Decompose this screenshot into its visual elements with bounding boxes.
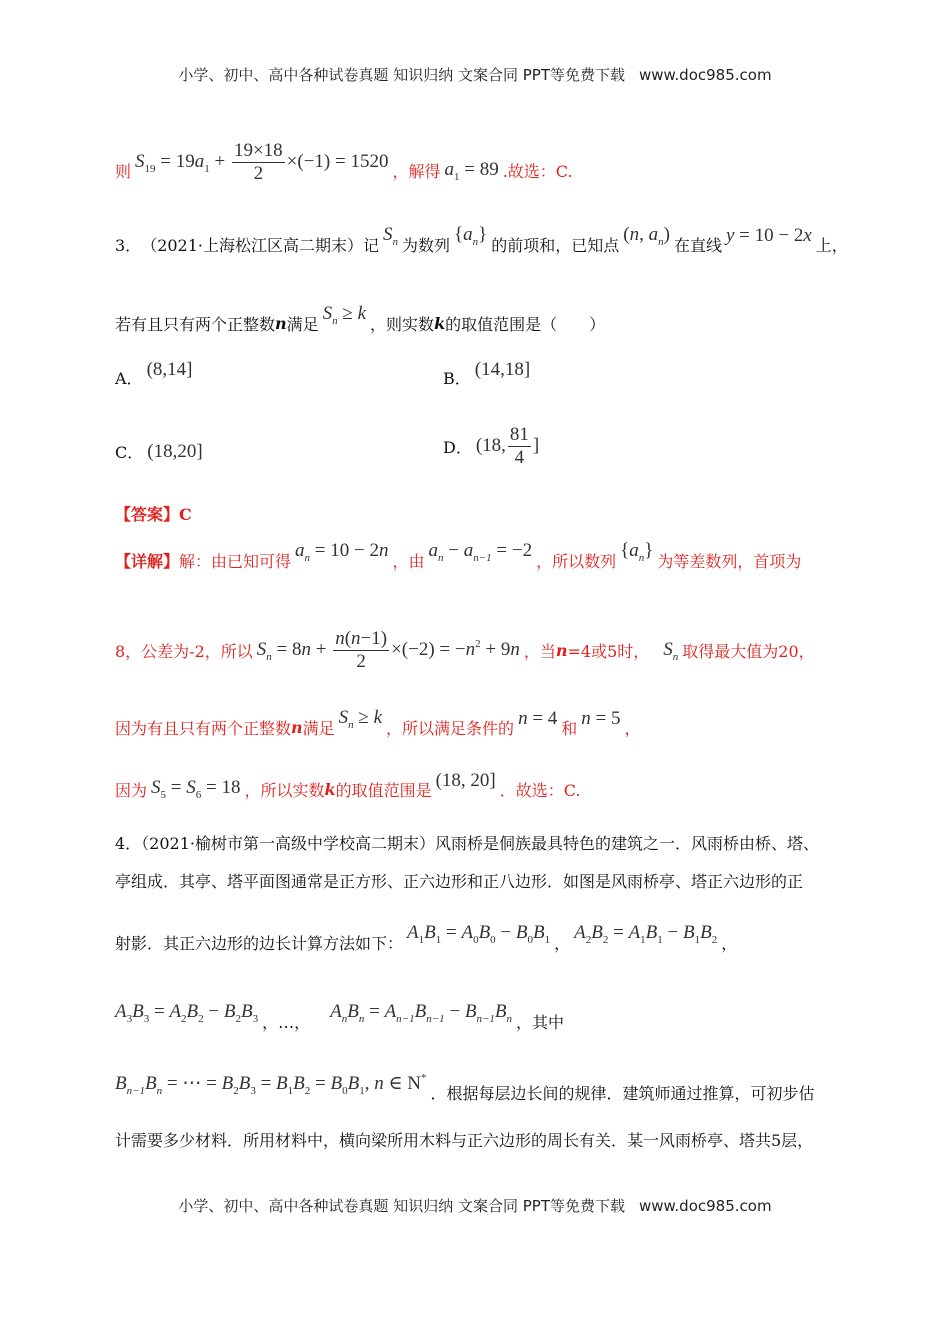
detail-line-2 [115, 628, 815, 673]
q3-t3: 在直线 [673, 235, 722, 255]
formula-a1: $a_1 = 89$ [444, 158, 499, 183]
formula-n4: n = 4 [518, 708, 558, 729]
footer-text: 小学、初中、高中各种试卷真题 知识归纳 文案合同 PPT等免费下载 [178, 1197, 625, 1215]
formula-a1b1: $A_1B_1 = A_0B_0 - B_0B_1$ [407, 922, 551, 946]
formula-an-set: $\{a_n\}$ [454, 224, 488, 248]
q3-l2a: 若有且只有两个正整数 [115, 314, 276, 334]
q3-l2k: k [434, 313, 446, 333]
q3-line-2 [115, 303, 606, 335]
detail-a4: 为等差数列，首项为 [657, 551, 802, 571]
detail-d1: 因为 [115, 780, 148, 800]
q3-t1: 为数列 [402, 235, 451, 255]
q4-line-1: 4．（2021·榆树市第一高级中学校高二期末）风雨桥是侗族最具特色的建筑之一．风雨桥由桥、塔、 [115, 834, 819, 853]
option-b-value: (14,18] [474, 358, 531, 380]
detail-d5: ．故选：C. [499, 780, 581, 800]
q4-l3c: ， [721, 933, 738, 953]
q3-t2: 的前项和，已知点 [491, 235, 620, 255]
q4-line-5 [115, 1072, 815, 1105]
option-d-label: D． [443, 438, 472, 457]
q4-line-3 [115, 922, 738, 954]
formula-bn-chain: $B_{n-1}B_n$ = ⋯ = $B_2B_3 = B_1B_2 = B_0B_1$, n ∈ N* [115, 1072, 427, 1097]
text-jiede: ，解得 [392, 162, 441, 181]
q3-t4: 上， [815, 235, 848, 255]
detail-line-4 [115, 770, 581, 801]
formula-line: y = 10 − 2x [725, 225, 812, 246]
q4-l4b: …， [278, 1012, 311, 1032]
formula-anbn: $A_nB_n = A_{n-1}B_{n-1} - B_{n-1}B_n$ [330, 1001, 513, 1025]
header-url: www.doc985.com [638, 66, 772, 84]
header-text: 小学、初中、高中各种试卷真题 知识归纳 文案合同 PPT等免费下载 [178, 66, 625, 84]
detail-c3: 满足 [302, 718, 335, 738]
detail-label: 【详解】 [115, 551, 180, 571]
q3-l2d: 的取值范围是（ ） [445, 314, 606, 334]
formula-sn-expand: $S_n = 8n$ + $\frac{n(n-1)}{2}$ $\times(-2) = -n^2 + 9n$ [256, 628, 520, 672]
formula-point: (n, $a_n$) [623, 224, 670, 248]
option-a-label: A． [115, 369, 143, 388]
q4-line-2: 亭组成．其亭、塔平面图通常是正方形、正六边形和正八边形．如图是风雨桥亭、塔正六边形的正 [115, 872, 804, 891]
detail-c2: n [291, 717, 303, 737]
detail-a1: 解：由已知可得 [179, 551, 292, 571]
detail-d3: k [324, 779, 336, 799]
q3-number: 3． [115, 235, 142, 255]
option-b-label: B． [443, 369, 471, 388]
q3-l2c: ，则实数 [370, 314, 435, 334]
formula-n5: n = 5 [581, 708, 621, 729]
q3-source: （2021·上海松江区高二期末）记 [141, 235, 379, 255]
formula-s5s6: $S_5 = S_6 = 18$ [151, 777, 241, 801]
option-a[interactable] [115, 358, 196, 389]
detail-line-3 [115, 707, 641, 739]
q4-line-4 [115, 1001, 565, 1033]
formula-a3b3: $A_3B_3 = A_2B_2 - B_2B_3$ [115, 1001, 259, 1025]
detail-d4: 的取值范围是 [335, 780, 432, 800]
q4-l4a: ， [262, 1012, 279, 1032]
formula-sn: $S_n$ [383, 224, 398, 248]
footer-url: www.doc985.com [638, 1197, 772, 1215]
page-header [0, 64, 950, 85]
detail-c4: ，所以满足条件的 [386, 718, 515, 738]
q4-l4c: ，其中 [516, 1012, 565, 1032]
detail-d2: ，所以实数 [244, 780, 325, 800]
option-c-value: (18,20] [147, 440, 203, 462]
detail-b3: n [555, 641, 568, 660]
formula-range: (18, 20] [435, 770, 496, 791]
q3-l2b: 满足 [286, 314, 319, 334]
text-ze: 则 [115, 162, 132, 181]
detail-line-1 [115, 540, 802, 572]
formula-sn-ge-k-2: $S_n \ge k$ [338, 707, 383, 731]
detail-a2: ，由 [392, 551, 425, 571]
q4-l5: ．根据每层边长间的规律．建筑师通过推算，可初步估 [430, 1084, 815, 1103]
detail-b4: =4或5时， [567, 642, 650, 661]
q3-l2n: n [275, 313, 287, 333]
formula-a2b2: $A_2B_2 = A_1B_1 - B_1B_2$ [574, 922, 718, 946]
formula-s19: $S_{19} = 19a_1$ + $\frac{19\times 18}{2}$ ×(−1) = 1520 [135, 140, 389, 184]
option-d[interactable] [443, 424, 543, 469]
answer: 【答案】C [115, 505, 192, 524]
detail-b5: 取得最大值为20， [682, 642, 815, 661]
q3-line-1 [115, 224, 848, 256]
formula-an: $a_n = 10 - 2n$ [295, 540, 389, 564]
formula-diff: $a_n - a_{n-1} = -2$ [428, 540, 533, 564]
formula-sn-ge-k: $S_n \ge k$ [322, 303, 367, 327]
text-guxuan: .故选：C. [502, 162, 573, 181]
page-footer [0, 1195, 950, 1216]
q4-line-6: 计需要多少材料．所用材料中，横向梁所用木料与正六边形的周长有关．某一风雨桥亭、塔共5层， [115, 1131, 814, 1150]
detail-b2: ，当 [523, 642, 556, 661]
solution-line-1 [115, 140, 573, 193]
detail-c1: 因为有且只有两个正整数 [115, 718, 292, 738]
option-c-label: C． [115, 443, 144, 462]
option-b[interactable] [443, 358, 534, 389]
option-d-value: (18, $\frac{81}{4}$ ] [475, 424, 540, 468]
q4-l3: 射影．其正六边形的边长计算方法如下： [115, 933, 404, 953]
detail-c6: ， [624, 718, 641, 738]
formula-an-set-2: $\{a_n\}$ [620, 540, 654, 564]
option-a-value: (8,14] [146, 358, 193, 380]
detail-a3: ，所以数列 [536, 551, 617, 571]
formula-sn-2: $S_n$ [663, 638, 679, 663]
detail-b1: 8，公差为-2，所以 [115, 642, 253, 661]
option-c[interactable] [115, 440, 207, 463]
detail-c5: 和 [561, 718, 578, 738]
q4-l3b: ， [554, 933, 571, 953]
